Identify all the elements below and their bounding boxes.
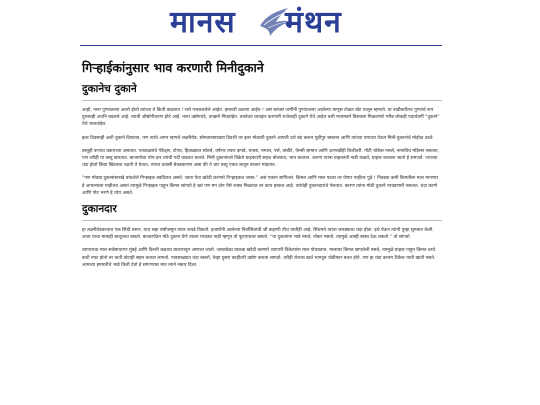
paragraph: इतर दिवसाही अशी दुकाने दिसतात, पण त्यांचे आगर म्हणजे लक्ष्मीरोड. सोमवारसारख्या दिवशी तर इतर मोठाली दुकाने आपली दारे बंद करून पुढीपुर बसतात आणि त्यांच्या पायथ्या येऊन मिनी-दुकानांचे मोहोळ उठते. [82, 135, 434, 141]
paragraph: आहो, नाना पुण्यातल्या आलो होतो त्यांच्या ते किती वाढलाय ! रस्ते गजबजलेले आहेत. इमारती उठल्या आहेत ! असं बरंचसं जणींनी पुण्यातल्या आलेल्या माणूस टोळत बोट घालून म्हणतो. या वाढीकरीतच पुण्याचे रूप दुरुस्तही अधनि बदलले आहे. त्याची औद्योगीकरण होते आहे. नाना उद्योगधंदे, उपक्रमे निघतांहेत. तर्काच्या व्यवहार करणारी राजेशाही दुकाने येथे आहेत तशी मध्यमवर्ग विस्ताला मिळवणारे गरीब लोकही पदार्थवर्गी “दुकाने” येथे चालतांहेत. [82, 108, 440, 128]
masthead-rule [80, 45, 442, 46]
masthead [0, 0, 540, 50]
paragraph: “पण मोठ्या दुकानांसारखे बांधलेले गिऱ्हाइक क्वचितच असते. जाता येता खरेदी करणारे गिऱ्हाइकच जास्त.” असं एकानं सांगितलं. किंमत आणि माल पटला तर घेणार नाहीतर पुढे ! निवडक कमी किमतीला माल मागणार हे आपल्याला माहीतच असतं त्यामुळे गिऱ्हाइक पाहून किंमत सांगतो हे खरं पण मग दोन पैसे जास्त मिळतात तर काय हरकत आहे. त्यांचेही दुकानदारांचे पेलतात. कारण त्यांना मोठी दुकाने परवडणारी नसतात. धंदा करणे आणि पोट भरणे हे ध्येय असते. [82, 176, 439, 196]
site-logo[interactable] [170, 4, 370, 42]
section-heading: दुकानेच दुकाने [82, 83, 137, 95]
article [82, 56, 442, 275]
paragraph: हा लक्ष्मीरोडवरचाच एक सिंधी तरुण. याच सहा वर्षांपासून तयार कपडे विकतो. हजारोंनी आलेल्या निर्वासितांची जी कहाणी तीच याचीही आहे. सिंधमधे त्यांचा कपड्याचा धंदा होता. इथे येऊन त्यांनी पुन्हा सुरुवात केली. आता याचा मामाही बाजूलाच बसतो. बाजारपेठेत मोठे दुकान घेणे त्याला परवडत नाही म्हणून तो फूटपाथवर बसतो. “या दुकानांना भाडे नसते, नोकर नसतो, त्यामुळे आम्ही स्वस्त देऊ शकतो.” तो सांगतो. [82, 228, 434, 241]
section-heading: दुकानदार [82, 203, 117, 216]
section-divider [82, 100, 442, 101]
paragraph: व्यापाराचा माल सर्वसाधारण मुंबई आणि दिल्ली कडच्या बाजारातून आणला जातो. जास्तवेळा घाऊक खरेदी करणारे व्यापारी विक्रेत्यांना माल पोचवतात. मालावर किंमत छापलेली नसते, त्यामुळे ग्राहक पाहून किंमत ठरते. कधी नफा होतो तर कधी तोटाही सहन करावा लागतो. पावसाळ्यात धंदा बसतो, तेव्हा दुसरा काहीतरी उद्योग करावा लागतो. तरीही रोजचा खर्च भागवून थोडीफार बचत होते. पण हा धंदा कायम टिकेल याची खात्री नसते. आमच्या इमारतीचे भाडे किती देतो हे सांगण्यास मात्र त्याने नकार दिला. [82, 248, 437, 268]
section-divider [82, 220, 442, 221]
logo-text-left: मानस [170, 5, 236, 40]
paragraph: वस्तूही बऱ्याच प्रकारच्या असतात. पत्रावळ्यांचे पॅकेट्स, टोप्या, हिवाळ्यात स्वेटर्स, वर्षभर तयार कपडे, चपला, रुमाल, पर्स, तांबीटे, फॅन्सी सामान आणि आणखीही कितीतरी. गोटी चोकेस नसले, नानाविध मॉडेल्स नसतात, पण तरीही या वस्तू खपतात. बाजारपेठा योग-दार त्यांची गर्दी वाढवत चालते. मिनी दुकानांतले विक्रेते ग्राहकांशी सहज बोलतात, भाव करतात. कारण त्यांना ग्राहकांची नाडी कळते, ग्राहक कशाला जातो हे समजते. ज्याच्या धंदा होतो किंवा खिशाला चढती ते घेतात. त्यांचा धाडसी बेधडकपणा असा की ते चार वस्तू एकत्र लावून बाजार मांडतात. [82, 148, 440, 169]
page-title: गिऱ्हाईकांनुसार भाव करणारी मिनीदुकाने [82, 60, 264, 75]
logo-text-right: मंथन [285, 5, 342, 40]
